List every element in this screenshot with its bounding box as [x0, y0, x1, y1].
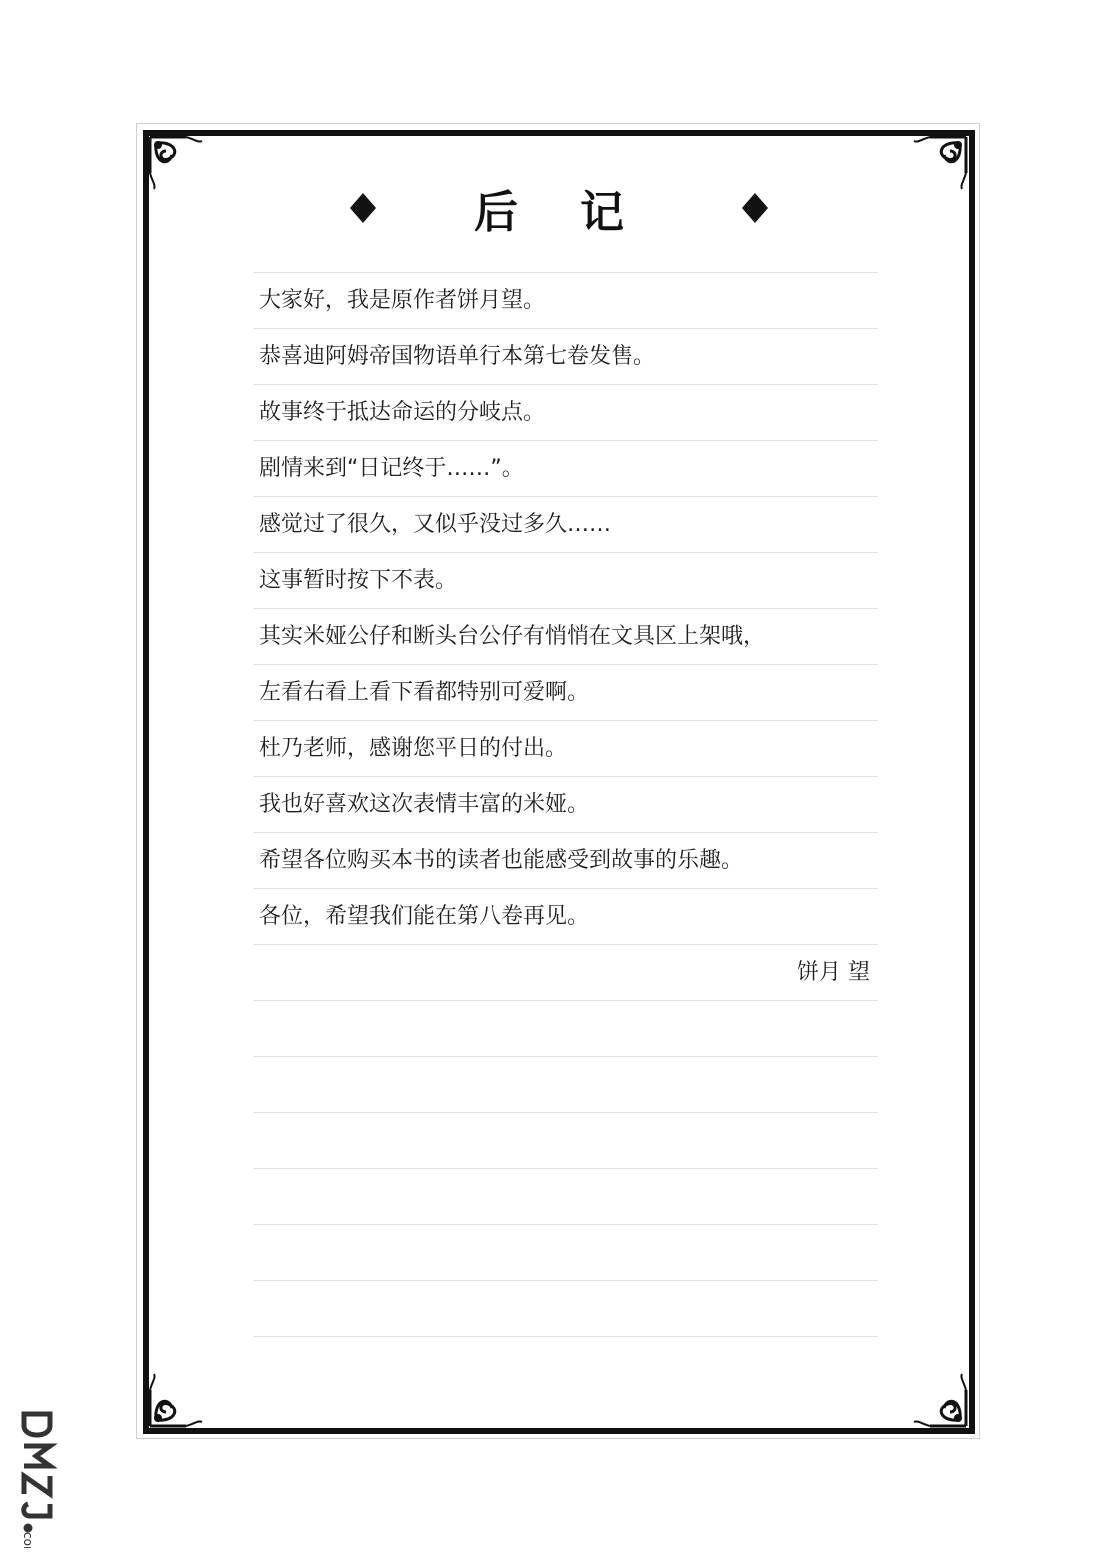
watermark-logo	[14, 1408, 60, 1548]
title-row	[143, 178, 975, 238]
empty-ruled-line	[254, 1280, 878, 1337]
text-line: 故事终于抵达命运的分岐点。	[254, 384, 878, 440]
text-line: 剧情来到“日记终于……”。	[254, 440, 878, 496]
afterword-body	[254, 272, 878, 1337]
text-line: 杜乃老师，感谢您平日的付出。	[254, 720, 878, 776]
page-title: 后记	[474, 187, 686, 238]
empty-ruled-line	[254, 1224, 878, 1280]
diamond-icon	[350, 193, 376, 223]
author-signature: 饼月 望	[254, 944, 878, 1000]
text-line: 我也好喜欢这次表情丰富的米娅。	[254, 776, 878, 832]
empty-ruled-line	[254, 1168, 878, 1224]
text-line: 大家好，我是原作者饼月望。	[254, 272, 878, 328]
text-line: 希望各位购买本书的读者也能感受到故事的乐趣。	[254, 832, 878, 888]
text-line: 其实米娅公仔和断头台公仔有悄悄在文具区上架哦，	[254, 608, 878, 664]
empty-ruled-line	[254, 1112, 878, 1168]
corner-flourish-icon	[146, 1370, 206, 1430]
text-line: 恭喜迪阿姆帝国物语单行本第七卷发售。	[254, 328, 878, 384]
text-line: 左看右看上看下看都特别可爱啊。	[254, 664, 878, 720]
text-line: 各位，希望我们能在第八卷再见。	[254, 888, 878, 944]
svg-text:com: com	[21, 1532, 35, 1548]
diamond-icon	[742, 193, 768, 223]
empty-ruled-line	[254, 1000, 878, 1056]
empty-ruled-line	[254, 1056, 878, 1112]
corner-flourish-icon	[910, 1370, 970, 1430]
text-line: 这事暂时按下不表。	[254, 552, 878, 608]
text-line: 感觉过了很久，又似乎没过多久……	[254, 496, 878, 552]
